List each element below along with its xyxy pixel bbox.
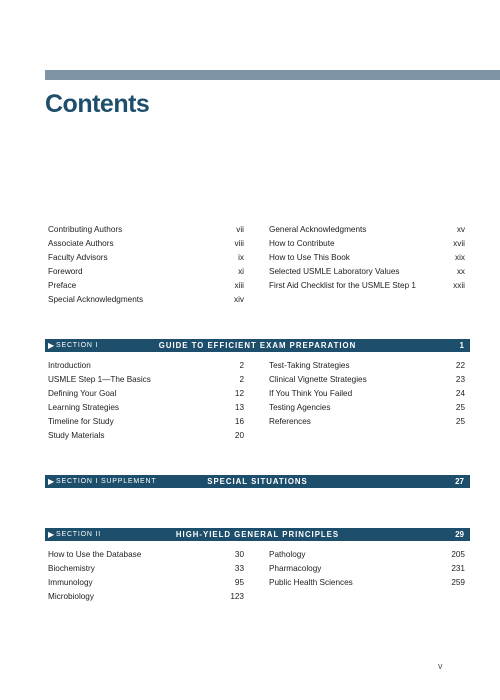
toc-entry[interactable] [269, 359, 465, 373]
section-title: GUIDE TO EFFICIENT EXAM PREPARATION [158, 341, 357, 350]
toc-entry-label: Public Health Sciences [269, 577, 353, 587]
toc-entry[interactable] [48, 293, 244, 307]
toc-entry[interactable] [269, 401, 465, 415]
toc-entry-label: Test-Taking Strategies [269, 361, 350, 370]
toc-entry-page: 2 [239, 374, 244, 384]
section-header-bar[interactable] [45, 339, 470, 352]
section-left-column [48, 548, 244, 604]
toc-entry-label: References [269, 416, 311, 426]
toc-entry[interactable] [269, 548, 465, 562]
toc-entry-label: Pathology [269, 550, 306, 559]
toc-entry-page: 16 [234, 416, 244, 426]
toc-entry[interactable] [48, 237, 244, 251]
toc-entry[interactable] [48, 401, 244, 415]
toc-entry[interactable] [269, 562, 465, 576]
toc-entry-page: xxii [453, 280, 465, 290]
toc-entry-label: Clinical Vignette Strategies [269, 374, 367, 384]
toc-entry-label: Preface [48, 280, 77, 290]
page-number: v [438, 661, 443, 671]
toc-entry-label: How to Contribute [269, 238, 335, 248]
toc-entry-page: 23 [455, 374, 465, 384]
toc-entry-label: Pharmacology [269, 563, 322, 573]
toc-entry-label: Immunology [48, 577, 93, 587]
toc-entry[interactable] [48, 548, 244, 562]
toc-entry[interactable] [269, 265, 465, 279]
section-right-column [269, 548, 465, 604]
toc-entry-label: First Aid Checklist for the USMLE Step 1 [269, 280, 416, 290]
toc-entry-label: How to Use This Book [269, 252, 350, 262]
toc-entry-page: xvii [453, 238, 465, 248]
section-label: SECTION I SUPPLEMENT [56, 478, 157, 485]
toc-entry-page: viii [234, 238, 244, 248]
section-entries [45, 359, 465, 442]
toc-entry-page: 2 [239, 361, 244, 370]
section-page: 29 [455, 530, 464, 539]
toc-entry-label: Defining Your Goal [48, 388, 117, 398]
toc-entry-label: Associate Authors [48, 238, 114, 248]
section-left-column [48, 359, 244, 442]
toc-entry[interactable] [269, 251, 465, 265]
toc-entry-page: 33 [234, 563, 244, 573]
section-header-bar[interactable] [45, 475, 470, 488]
toc-entry-page: vii [236, 225, 244, 234]
toc-entry-page: xiii [234, 280, 244, 290]
toc-entry[interactable] [48, 429, 244, 443]
toc-entry-page: 95 [234, 577, 244, 587]
toc-entry-label: Introduction [48, 361, 91, 370]
toc-entry-page: 123 [230, 591, 244, 601]
triangle-right-icon: ▶ [48, 477, 55, 486]
toc-entry-label: Special Acknowledgments [48, 294, 144, 304]
toc-entry-label: Biochemistry [48, 563, 95, 573]
toc-entry-label: How to Use the Database [48, 550, 142, 559]
toc-entry-page: 205 [451, 550, 465, 559]
toc-entry-page: xiv [233, 294, 244, 304]
toc-entry[interactable] [48, 590, 244, 604]
toc-entry-label: Testing Agencies [269, 402, 331, 412]
toc-entry-page: 13 [234, 402, 244, 412]
section-right-column [269, 359, 465, 442]
section-entries [45, 548, 465, 604]
toc-entry[interactable] [269, 279, 465, 293]
toc-entry[interactable] [269, 387, 465, 401]
toc-entry[interactable] [48, 265, 244, 279]
toc-entry[interactable] [269, 237, 465, 251]
triangle-right-icon: ▶ [48, 530, 55, 539]
toc-entry[interactable] [48, 415, 244, 429]
toc-entry-page: 259 [451, 577, 465, 587]
toc-entry-label: General Acknowledgments [269, 225, 367, 234]
toc-entry[interactable] [48, 387, 244, 401]
toc-entry-page: 30 [234, 550, 244, 559]
toc-entry-label: Foreword [48, 266, 83, 276]
toc-entry-page: xv [456, 225, 465, 234]
section-header-bar[interactable] [45, 528, 470, 541]
toc-entry[interactable] [48, 562, 244, 576]
toc-entry-page: 20 [234, 430, 244, 440]
front-matter-right-column [269, 223, 465, 306]
toc-entry-label: Contributing Authors [48, 225, 123, 234]
front-matter-left-column [48, 223, 244, 306]
toc-entry-label: Faculty Advisors [48, 252, 108, 262]
toc-entry-page: 231 [451, 563, 465, 573]
toc-entry-label: USMLE Step 1—The Basics [48, 374, 151, 384]
section-2 [45, 528, 470, 604]
section-title: SPECIAL SITUATIONS [207, 477, 308, 486]
toc-entry-page: xx [456, 266, 465, 276]
toc-entry[interactable] [48, 251, 244, 265]
section-page: 1 [459, 341, 464, 350]
section-label: SECTION II [56, 531, 101, 538]
section-label: SECTION I [56, 342, 99, 349]
toc-entry[interactable] [269, 373, 465, 387]
toc-entry-page: 12 [234, 388, 244, 398]
toc-entry-page: ix [238, 252, 244, 262]
toc-entry-label: Microbiology [48, 591, 94, 601]
toc-entry[interactable] [48, 576, 244, 590]
section-page: 27 [455, 477, 464, 486]
toc-entry-label: If You Think You Failed [269, 388, 353, 398]
toc-entry-page: 25 [455, 416, 465, 426]
toc-entry-label: Timeline for Study [48, 416, 114, 426]
toc-entry[interactable] [269, 223, 465, 237]
toc-entry[interactable] [269, 415, 465, 429]
toc-entry[interactable] [48, 223, 244, 237]
toc-entry[interactable] [269, 576, 465, 590]
section-title: HIGH-YIELD GENERAL PRINCIPLES [175, 530, 340, 539]
section-1 [45, 339, 470, 442]
toc-entry-label: Study Materials [48, 430, 105, 440]
toc-entry[interactable] [48, 359, 244, 373]
section-1-supplement [45, 475, 470, 488]
page-title: Contents [45, 90, 150, 118]
header-rule [45, 70, 500, 80]
toc-entry-label: Selected USMLE Laboratory Values [269, 266, 400, 276]
toc-entry-page: 24 [455, 388, 465, 398]
toc-entry[interactable] [48, 279, 244, 293]
toc-entry-page: 25 [455, 402, 465, 412]
toc-entry-page: 22 [455, 361, 465, 370]
toc-entry-label: Learning Strategies [48, 402, 120, 412]
toc-entry[interactable] [48, 373, 244, 387]
triangle-right-icon: ▶ [48, 341, 55, 350]
toc-entry-page: xix [454, 252, 465, 262]
toc-entry-page: xi [238, 266, 244, 276]
front-matter-list [48, 223, 465, 306]
